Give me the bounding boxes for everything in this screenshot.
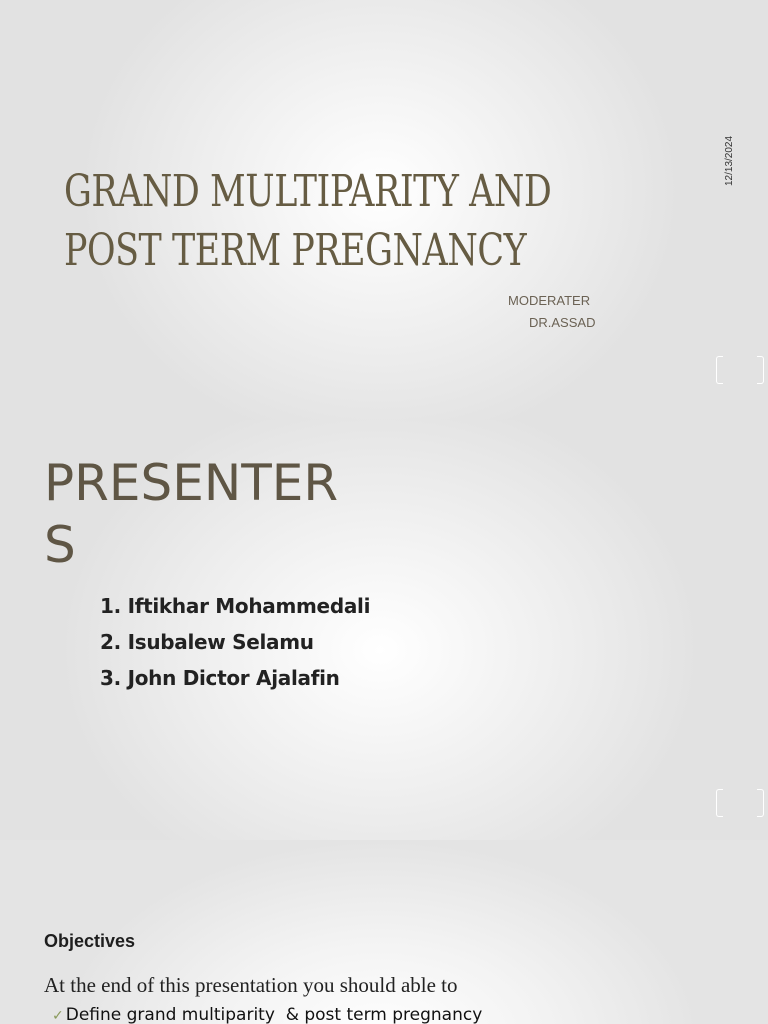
presenters-slide [0, 420, 768, 840]
slide-title [64, 162, 610, 280]
presenter-item: 2. Isubalew Selamu [100, 630, 314, 654]
bracket-decoration [716, 356, 764, 384]
objectives-slide [0, 840, 768, 1024]
title-line-2: POST TERM PREGNANCY [64, 225, 527, 276]
presenter-item: 1. Iftikhar Mohammedali [100, 594, 371, 618]
title-line-1: GRAND MULTIPARITY AND [64, 166, 552, 217]
objective-item [52, 1005, 482, 1024]
presenter-list [100, 588, 370, 696]
bracket-decoration [716, 789, 764, 817]
moderator-label: MODERATER [508, 293, 591, 308]
objectives-heading: Objectives [44, 931, 136, 951]
check-icon: ✓ [52, 1008, 64, 1024]
objectives-intro: At the end of this presentation you should able to [44, 973, 458, 997]
moderator-name: DR.ASSAD [529, 315, 596, 330]
presenters-heading: PRESENTERS [44, 454, 339, 574]
slide-date: 12/13/2024 [724, 135, 735, 186]
title-slide [0, 0, 768, 420]
presenter-item: 3. John Dictor Ajalafin [100, 666, 340, 690]
objective-text: Define grand multiparity & post term pregnancy [65, 1005, 483, 1024]
